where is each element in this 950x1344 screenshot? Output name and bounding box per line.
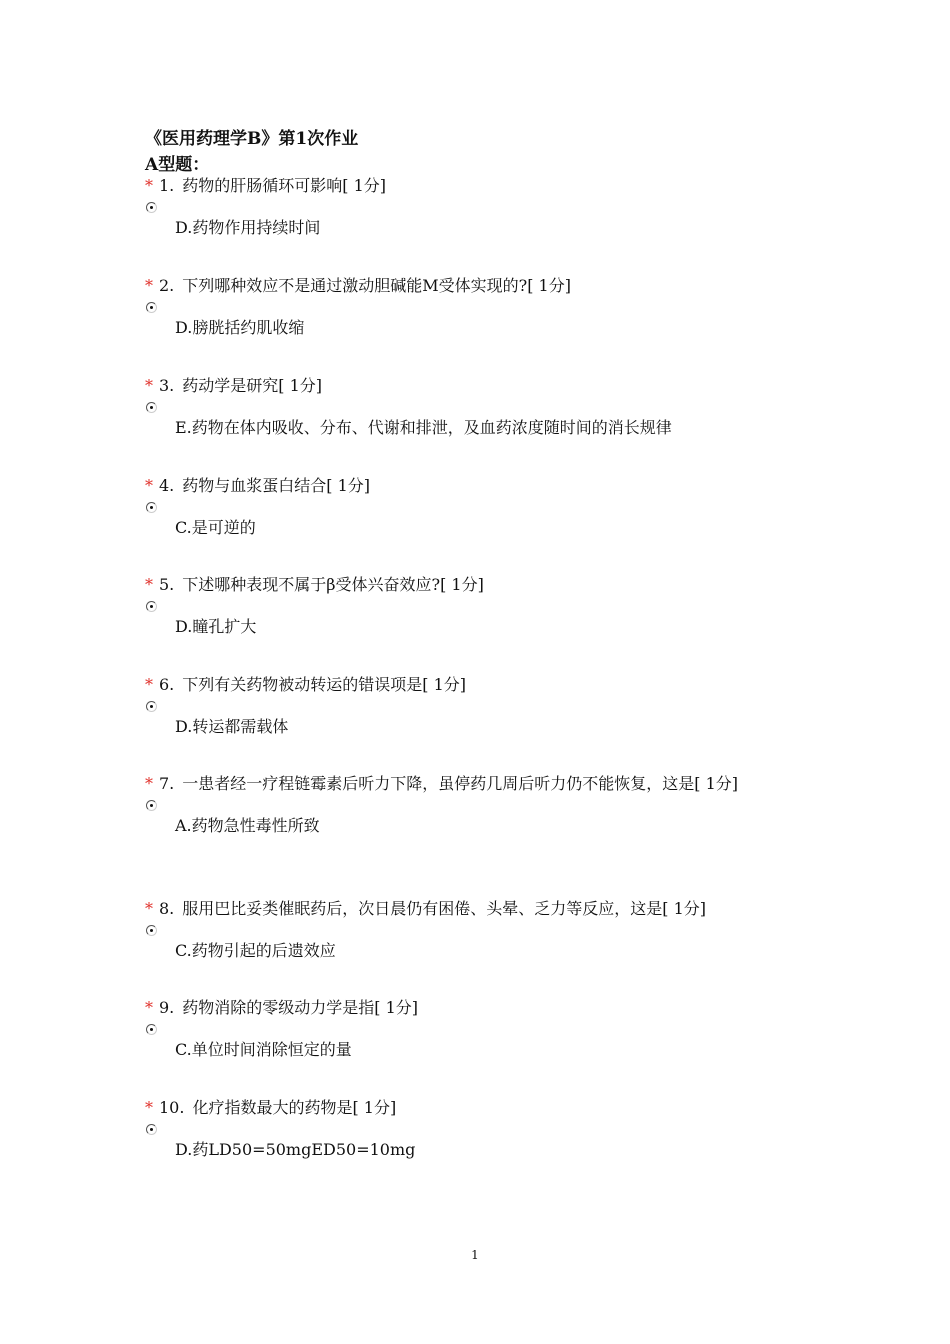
selected-radio-icon[interactable] <box>146 302 158 314</box>
question-1 <box>145 174 825 240</box>
required-star: * <box>145 774 153 793</box>
selected-answer: D.膀胱括约肌收缩 <box>175 318 305 337</box>
selected-answer: D.瞳孔扩大 <box>175 617 257 636</box>
question-7 <box>145 772 825 838</box>
question-text: 药物消除的零级动力学是指[ 1分] <box>182 998 419 1017</box>
section-heading: A型题： <box>145 155 210 175</box>
question-text: 药物与血浆蛋白结合[ 1分] <box>182 476 371 495</box>
question-text: 药物的肝肠循环可影响[ 1分] <box>182 176 387 195</box>
question-text: 下列哪种效应不是通过激动胆碱能M受体实现的?[ 1分] <box>182 276 571 295</box>
question-text: 下列有关药物被动转运的错误项是[ 1分] <box>182 675 467 694</box>
page-number: 1 <box>471 1248 479 1262</box>
selected-answer: A.药物急性毒性所致 <box>175 816 320 835</box>
selected-answer: D.转运都需载体 <box>175 717 289 736</box>
question-text: 药动学是研究[ 1分] <box>182 376 323 395</box>
question-text: 服用巴比妥类催眠药后，次日晨仍有困倦、头晕、乏力等反应，这是[ 1分] <box>182 899 707 918</box>
question-2 <box>145 274 825 340</box>
question-9 <box>145 996 825 1062</box>
question-number: 5. <box>159 575 175 594</box>
question-8 <box>145 897 825 963</box>
question-number: 10. <box>159 1098 185 1117</box>
required-star: * <box>145 998 153 1017</box>
selected-radio-icon[interactable] <box>146 1024 158 1036</box>
question-text: 一患者经一疗程链霉素后听力下降，虽停药几周后听力仍不能恢复，这是[ 1分] <box>182 774 739 793</box>
required-star: * <box>145 276 153 295</box>
selected-radio-icon[interactable] <box>146 701 158 713</box>
required-star: * <box>145 575 153 594</box>
question-number: 9. <box>159 998 175 1017</box>
question-number: 2. <box>159 276 175 295</box>
required-star: * <box>145 176 153 195</box>
selected-radio-icon[interactable] <box>146 402 158 414</box>
selected-radio-icon[interactable] <box>146 1124 158 1136</box>
selected-radio-icon[interactable] <box>146 800 158 812</box>
selected-radio-icon[interactable] <box>146 202 158 214</box>
required-star: * <box>145 476 153 495</box>
selected-answer: C.药物引起的后遗效应 <box>175 941 336 960</box>
question-5 <box>145 573 825 639</box>
selected-answer: C.是可逆的 <box>175 518 256 537</box>
selected-answer: D.药物作用持续时间 <box>175 218 321 237</box>
selected-answer: C.单位时间消除恒定的量 <box>175 1040 352 1059</box>
question-number: 8. <box>159 899 175 918</box>
required-star: * <box>145 376 153 395</box>
question-number: 6. <box>159 675 175 694</box>
question-3 <box>145 374 825 440</box>
question-text: 下述哪种表现不属于β受体兴奋效应?[ 1分] <box>182 575 484 594</box>
required-star: * <box>145 675 153 694</box>
selected-answer: D.药LD50=50mgED50=10mg <box>175 1140 416 1159</box>
selected-radio-icon[interactable] <box>146 502 158 514</box>
question-number: 4. <box>159 476 175 495</box>
selected-radio-icon[interactable] <box>146 601 158 613</box>
question-number: 3. <box>159 376 175 395</box>
document-title: 《医用药理学B》第1次作业 <box>145 129 359 149</box>
question-number: 1. <box>159 176 175 195</box>
question-10 <box>145 1096 825 1162</box>
question-6 <box>145 673 825 739</box>
selected-answer: E.药物在体内吸收、分布、代谢和排泄，及血药浓度随时间的消长规律 <box>175 418 672 437</box>
question-number: 7. <box>159 774 175 793</box>
question-4 <box>145 474 825 540</box>
required-star: * <box>145 899 153 918</box>
selected-radio-icon[interactable] <box>146 925 158 937</box>
required-star: * <box>145 1098 153 1117</box>
question-text: 化疗指数最大的药物是[ 1分] <box>192 1098 397 1117</box>
